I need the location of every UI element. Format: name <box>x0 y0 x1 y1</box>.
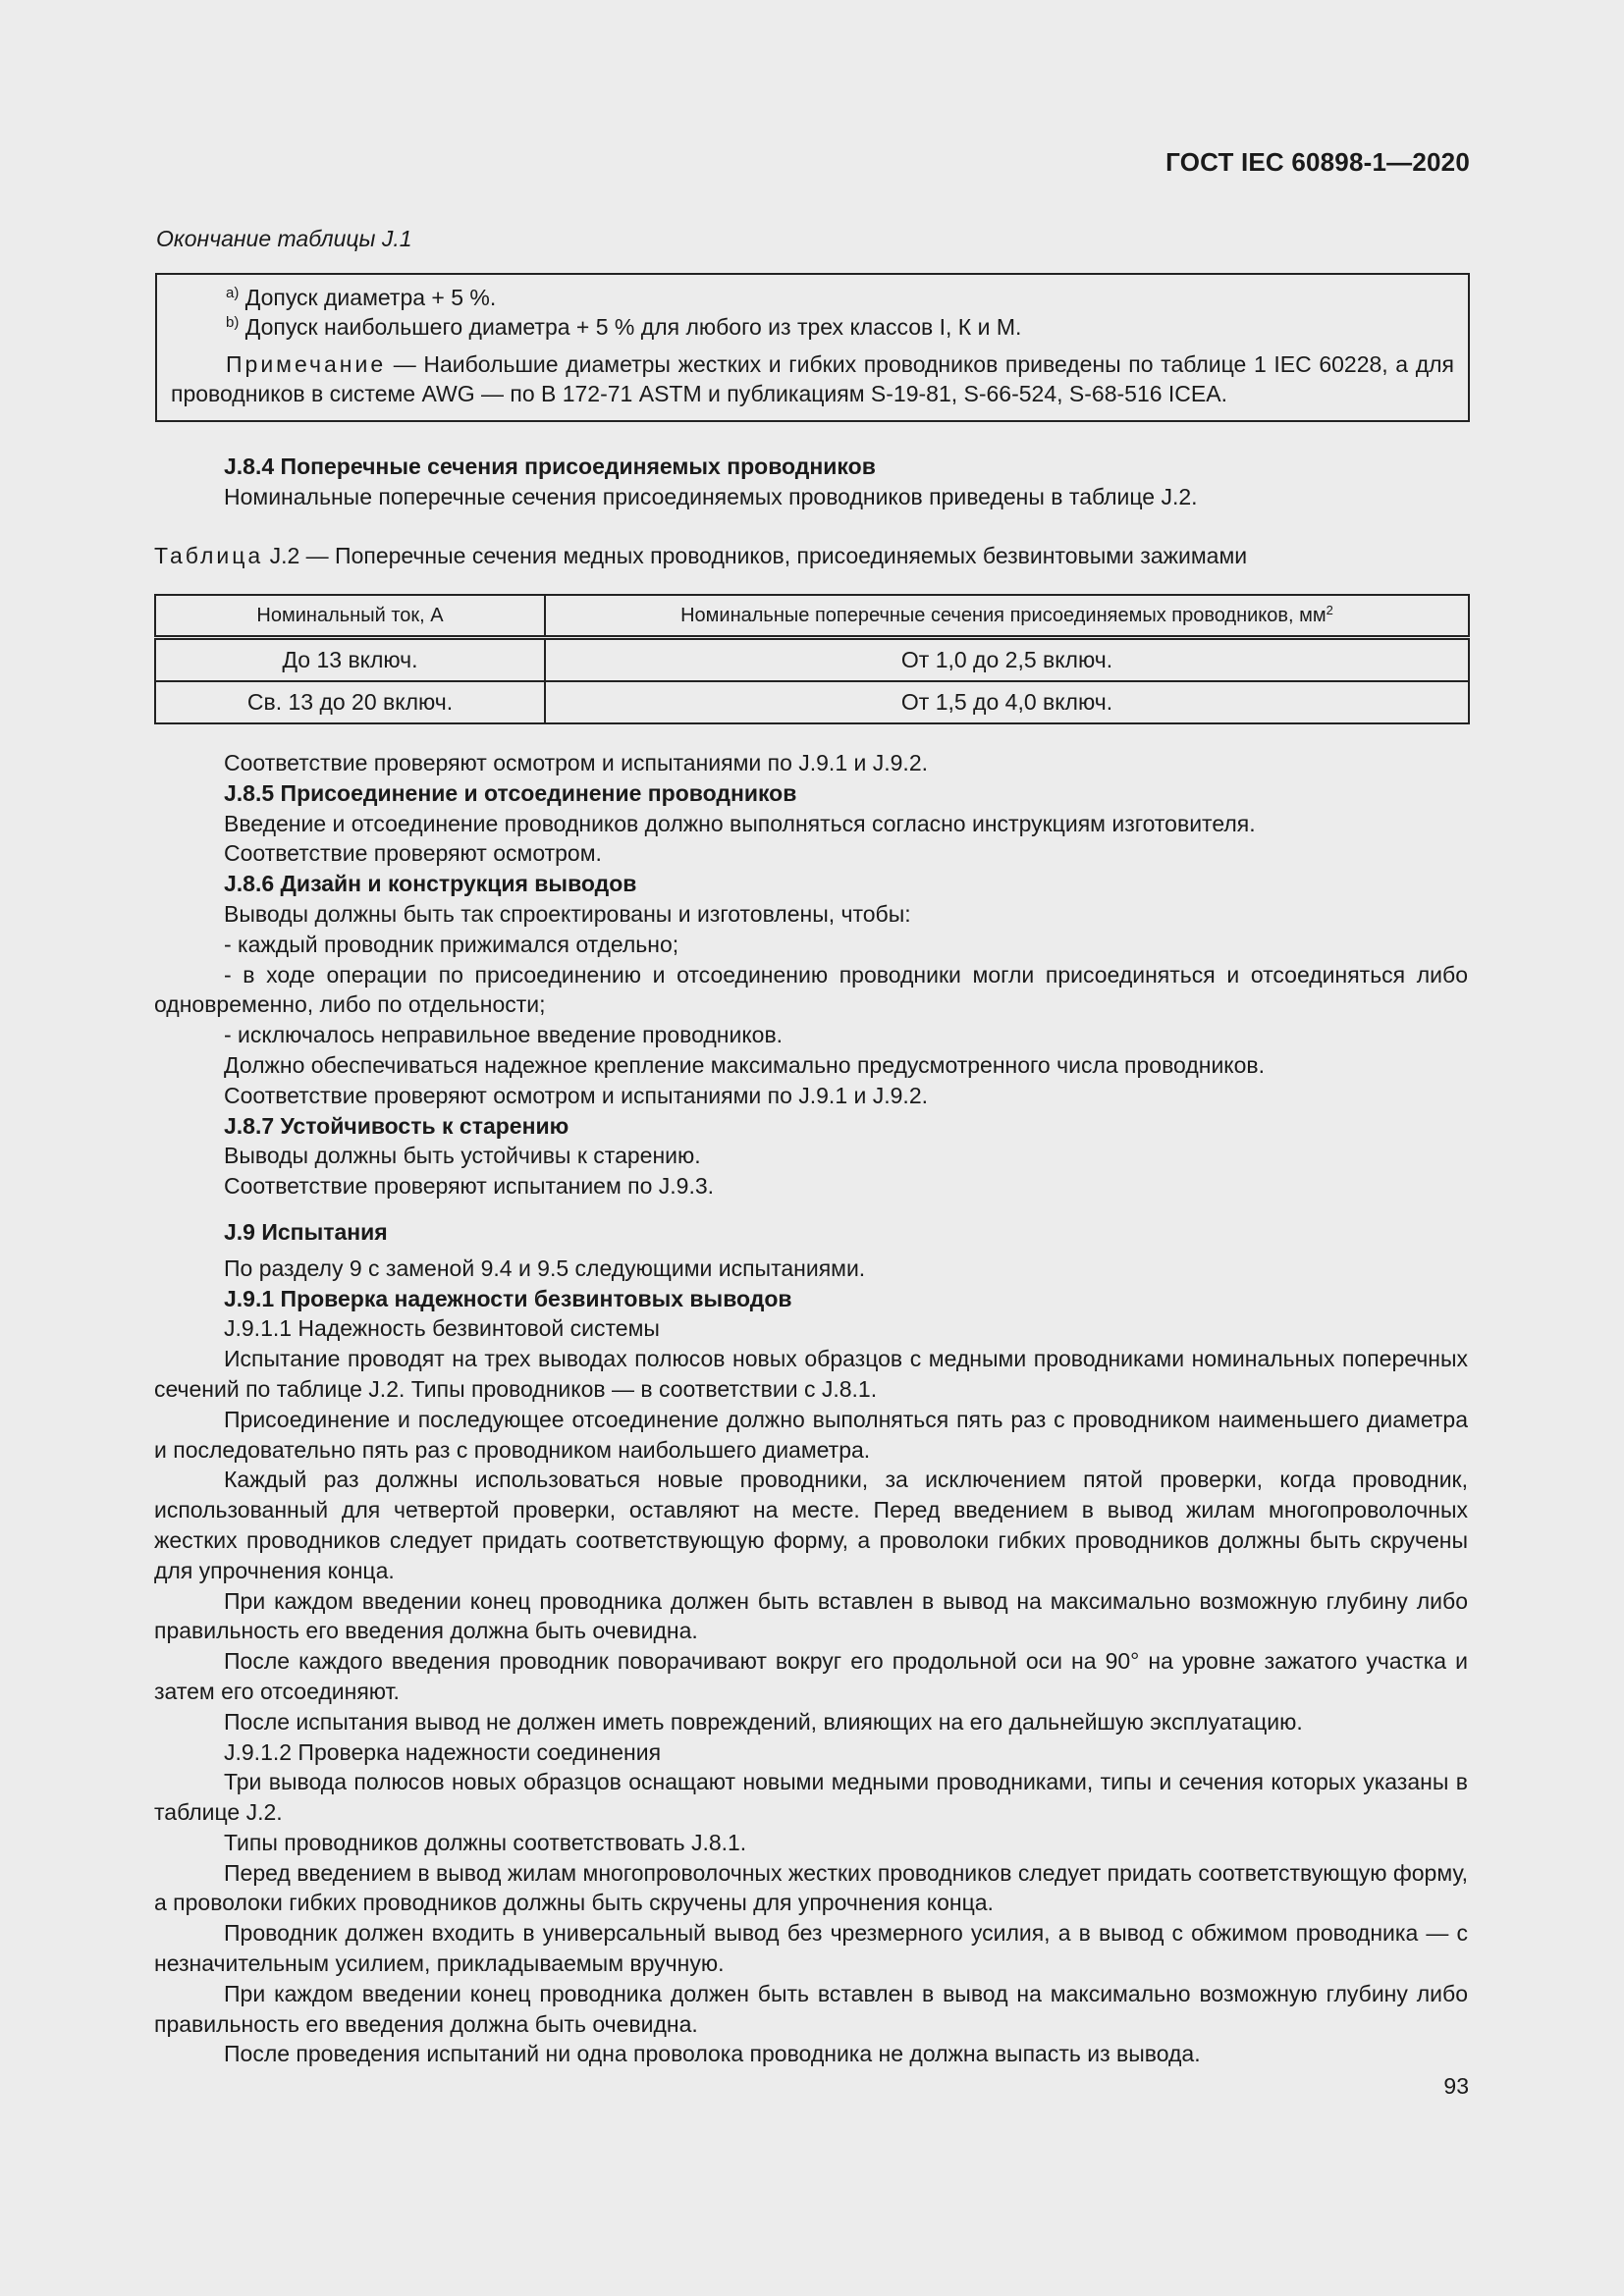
paragraph: При каждом введении конец проводника должен быть вставлен в вывод на максимально возможную глубину либо правильность его введения должна быть очевидна. <box>154 1587 1468 1644</box>
section-heading: J.9 Испытания <box>224 1218 388 1245</box>
footnote-text: Допуск диаметра + 5 %. <box>244 285 497 310</box>
section-heading: J.8.6 Дизайн и конструкция выводов <box>224 871 637 897</box>
list-item: - исключалось неправильное введение проводников. <box>224 1022 784 1048</box>
table-note <box>157 349 1468 408</box>
cell-current: Св. 13 до 20 включ. <box>155 681 545 723</box>
col-header-section <box>545 595 1469 638</box>
paragraph: Перед введением в вывод жилам многопроволочных жестких проводников следует придать соответствующую форму, а проволоки гибких проводников должны быть скручены для упрочнения конца. <box>154 1859 1468 1916</box>
paragraph: Введение и отсоединение проводников должно выполняться согласно инструкциям изготовителя. <box>224 810 1256 836</box>
paragraph: По разделу 9 с заменой 9.4 и 9.5 следующими испытаниями. <box>224 1255 866 1281</box>
paragraph: Соответствие проверяют осмотром. <box>224 840 602 867</box>
footnote-a <box>157 283 1468 312</box>
page-number: 93 <box>1443 2073 1469 2099</box>
footnote-mark: b) <box>226 314 240 331</box>
paragraph: Соответствие проверяют испытанием по J.9.3. <box>224 1173 715 1200</box>
cell-section: От 1,5 до 4,0 включ. <box>545 681 1469 723</box>
footnote-text: Допуск наибольшего диаметра + 5 % для любого из трех классов I, К и М. <box>244 314 1022 340</box>
paragraph: Номинальные поперечные сечения присоединяемых проводников приведены в таблице J.2. <box>224 483 1198 509</box>
cell-current: До 13 включ. <box>155 638 545 682</box>
paragraph: Три вывода полюсов новых образцов оснащают новыми медными проводниками, типы и сечения которых указаны в таблице J.2. <box>154 1769 1468 1826</box>
table-row <box>155 681 1469 723</box>
paragraph: Испытание проводят на трех выводах полюсов новых образцов с медными проводниками номинальных поперечных сечений по таблице J.2. Типы проводников — в соответствии с J.8.1. <box>154 1346 1468 1402</box>
table-label: Таблица <box>154 543 264 568</box>
footnote-mark: a) <box>226 285 240 301</box>
paragraph: Проводник должен входить в универсальный вывод без чрезмерного усилия, а в вывод с обжимом проводника — с незначительным усилием, прикладываемым вручную. <box>154 1920 1468 1977</box>
paragraph: Присоединение и последующее отсоединение должно выполняться пять раз с проводником наименьшего диаметра и последовательно пять раз с проводником наибольшего диаметра. <box>154 1406 1468 1463</box>
paragraph: После испытания вывод не должен иметь повреждений, влияющих на его дальнейшую эксплуатацию. <box>224 1708 1303 1735</box>
col-header-current: Номинальный ток, А <box>155 595 545 638</box>
col-header-section-text: Номинальные поперечные сечения присоединяемых проводников, мм <box>680 604 1326 626</box>
section-j84 <box>154 452 1468 512</box>
spacer <box>154 1201 1468 1217</box>
paragraph: Соответствие проверяют осмотром и испытаниями по J.9.1 и J.9.2. <box>224 750 928 775</box>
table-j2-title <box>154 543 1247 569</box>
section-heading: J.8.5 Присоединение и отсоединение проводников <box>224 779 797 806</box>
table-j1-footnotes-box <box>155 273 1470 422</box>
superscript: 2 <box>1326 602 1333 617</box>
section-heading: J.8.7 Устойчивость к старению <box>224 1112 569 1139</box>
paragraph: Выводы должны быть устойчивы к старению. <box>224 1143 701 1169</box>
paragraph: Должно обеспечиваться надежное крепление максимально предусмотренного числа проводников. <box>224 1051 1266 1078</box>
paragraph: Типы проводников должны соответствовать J.8.1. <box>224 1829 747 1855</box>
table-title-text: J.2 — Поперечные сечения медных проводников, присоединяемых безвинтовыми зажимами <box>263 543 1248 568</box>
subsection-title: J.9.1.2 Проверка надежности соединения <box>224 1738 662 1765</box>
paragraph: При каждом введении конец проводника должен быть вставлен в вывод на максимально возможную глубину либо правильность его введения должна быть очевидна. <box>154 1980 1468 2037</box>
paragraph: После каждого введения проводник поворачивают вокруг его продольной оси на 90° на уровне зажатого участка и затем его отсоединяют. <box>154 1648 1468 1704</box>
table-continuation-title: Окончание таблицы J.1 <box>156 226 412 251</box>
paragraph: Каждый раз должны использоваться новые проводники, за исключением пятой проверки, когда проводник, использованный для четвертой проверки, оставляют на месте. Перед введением в вывод жилам многопроволочных жестких проводников следует придать соответствующую форму, а проволоки гибких проводников должны быть скручены для упрочнения конца. <box>154 1467 1468 1583</box>
note-text: — Наибольшие диаметры жестких и гибких проводников приведены по таблице 1 IEC 60228, а для проводников в системе AWG — по В 172-71 ASTM и публикациям S-19-81, S-66-524, S-68-516 ICEA. <box>171 351 1454 406</box>
subsection-title: J.9.1.1 Надежность безвинтовой системы <box>224 1315 660 1342</box>
body-text <box>154 748 1468 2069</box>
paragraph: После проведения испытаний ни одна проволока проводника не должна выпасть из вывода. <box>224 2041 1201 2067</box>
list-item: - каждый проводник прижимался отдельно; <box>224 931 679 957</box>
table-row <box>155 638 1469 682</box>
footnote-b <box>157 312 1468 342</box>
section-heading: J.8.4 Поперечные сечения присоединяемых проводников <box>224 454 876 479</box>
list-item: - в ходе операции по присоединению и отсоединению проводники могли присоединяться и отсоединяться либо одновременно, либо по отдельности; <box>154 961 1468 1018</box>
cell-section: От 1,0 до 2,5 включ. <box>545 638 1469 682</box>
standard-code: ГОСТ IEC 60898-1—2020 <box>1165 147 1470 177</box>
table-j2 <box>154 594 1470 724</box>
note-label: Примечание <box>226 351 387 377</box>
section-heading: J.9.1 Проверка надежности безвинтовых выводов <box>224 1285 792 1311</box>
table-header-row <box>155 595 1469 638</box>
paragraph: Соответствие проверяют осмотром и испытаниями по J.9.1 и J.9.2. <box>224 1082 928 1108</box>
paragraph: Выводы должны быть так спроектированы и изготовлены, чтобы: <box>224 900 911 927</box>
